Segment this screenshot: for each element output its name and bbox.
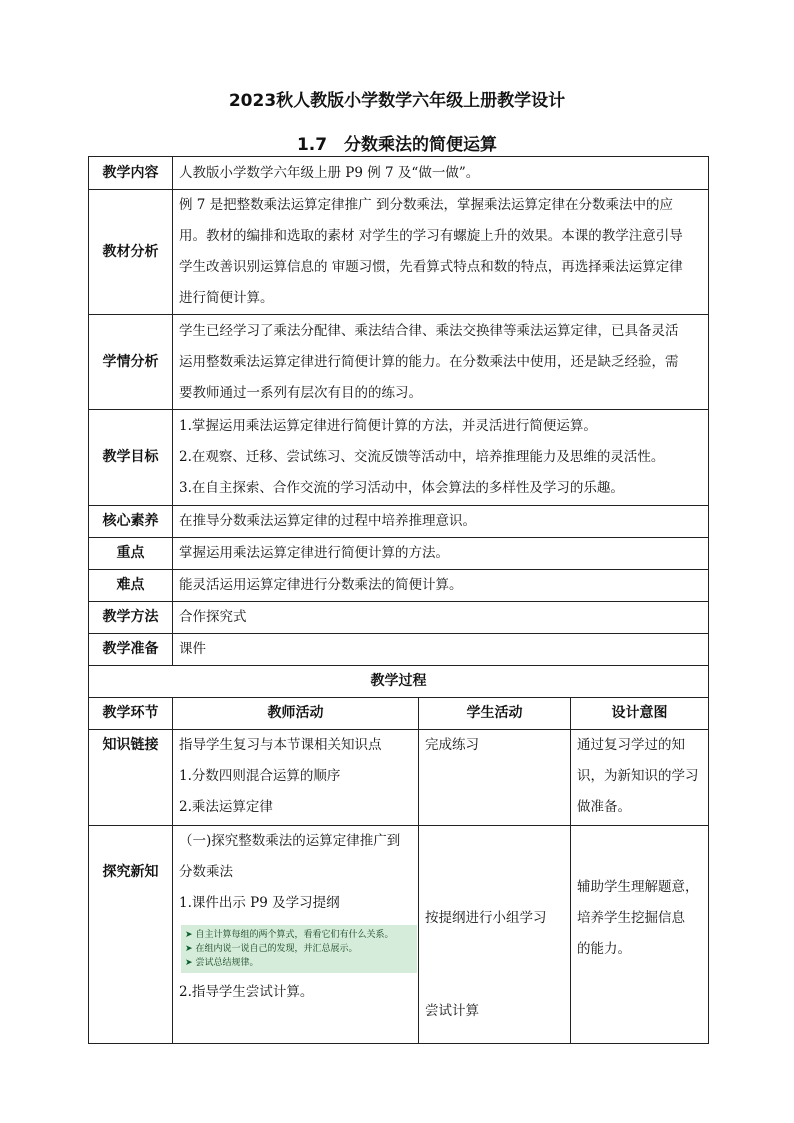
row-students xyxy=(89,315,709,410)
column-header: 学生活动 xyxy=(419,698,571,730)
design-intent-link xyxy=(571,730,709,826)
value-students xyxy=(173,315,709,410)
row-material xyxy=(89,190,709,315)
arrow-icon: ➤ xyxy=(185,944,193,954)
row-core xyxy=(89,506,709,538)
label-difficult: 难点 xyxy=(89,570,173,602)
value-method: 合作探究式 xyxy=(173,602,709,634)
row-explore xyxy=(89,826,709,1044)
label-material: 教材分析 xyxy=(89,190,173,315)
students-line: 学生已经学习了乘法分配律、乘法结合律、乘法交换律等乘法运算定律，已具备灵活 xyxy=(179,322,679,339)
row-prep xyxy=(89,634,709,666)
row-method xyxy=(89,602,709,634)
value-content: 人教版小学数学六年级上册 P9 例 7 及“做一做”。 xyxy=(173,157,709,190)
column-header: 设计意图 xyxy=(571,698,709,730)
student-line: 尝试计算 xyxy=(425,1003,479,1019)
outline-item: ➤ 尝试总结规律。 xyxy=(185,958,259,968)
process-header: 教学过程 xyxy=(89,666,709,698)
lesson-plan-table xyxy=(88,156,709,1044)
student-line: 完成练习 xyxy=(425,737,479,753)
teacher-line: （一)探究整数乘法的运算定律推广到 xyxy=(179,833,401,849)
stage-explore: 探究新知 xyxy=(89,826,173,1044)
label-students: 学情分析 xyxy=(89,315,173,410)
row-knowledge-link xyxy=(89,730,709,826)
design-intent-explore xyxy=(571,826,709,1044)
row-key xyxy=(89,538,709,570)
intent-line: 辅助学生理解题意， xyxy=(577,879,699,895)
material-line: 例 7 是把整数乘法运算定律推广 到分数乘法，掌握乘法运算定律在分数乘法中的应 xyxy=(179,197,673,213)
row-difficult xyxy=(89,570,709,602)
student-line: 按提纲进行小组学习 xyxy=(425,910,547,926)
column-header: 教学环节 xyxy=(89,698,173,730)
goal-line: 3.在自主探索、合作交流的学习活动中，体会算法的多样性及学习的乐趣。 xyxy=(179,480,624,496)
teacher-line: 指导学生复习与本节课相关知识点 xyxy=(179,737,382,753)
row-content xyxy=(89,157,709,190)
material-line: 进行简便计算。 xyxy=(179,290,274,306)
stage-knowledge-link: 知识链接 xyxy=(89,730,173,826)
study-outline-image xyxy=(181,925,417,973)
goal-line: 1.掌握运用乘法运算定律进行简便计算的方法，并灵活进行简便运算。 xyxy=(179,418,597,434)
teacher-activity-link xyxy=(173,730,419,826)
teacher-line: 1.课件出示 P9 及学习提纲 xyxy=(179,895,340,911)
value-key: 掌握运用乘法运算定律进行简便计算的方法。 xyxy=(173,538,709,570)
value-core: 在推导分数乘法运算定律的过程中培养推理意识。 xyxy=(173,506,709,538)
label-prep: 教学准备 xyxy=(89,634,173,666)
label-core: 核心素养 xyxy=(89,506,173,538)
label-key: 重点 xyxy=(89,538,173,570)
label-goals: 教学目标 xyxy=(89,410,173,506)
arrow-icon: ➤ xyxy=(185,930,193,940)
value-prep: 课件 xyxy=(173,634,709,666)
label-content: 教学内容 xyxy=(89,157,173,190)
material-line: 学生改善识别运算信息的 审题习惯，先看算式特点和数的特点，再选择乘法运算定律 xyxy=(179,259,683,275)
value-difficult: 能灵活运用运算定律进行分数乘法的简便计算。 xyxy=(173,570,709,602)
teacher-line: 2.指导学生尝试计算。 xyxy=(179,984,314,1000)
column-header: 教师活动 xyxy=(173,698,419,730)
arrow-icon: ➤ xyxy=(185,958,193,968)
row-process-header xyxy=(89,666,709,698)
material-line: 用。教材的编排和选取的素材 对学生的学习有螺旋上升的效果。本课的教学注意引导 xyxy=(179,228,683,244)
row-column-headers xyxy=(89,698,709,730)
document-title: 2023秋人教版小学数学六年级上册教学设计 xyxy=(228,91,566,111)
intent-line: 识，为新知识的学习 xyxy=(577,768,699,784)
lesson-title: 1.7 分数乘法的简便运算 xyxy=(296,135,498,155)
teacher-activity-explore xyxy=(173,826,419,1044)
outline-item: ➤ 自主计算每组的两个算式，看看它们有什么关系。 xyxy=(185,930,394,940)
row-goals xyxy=(89,410,709,506)
student-activity-link xyxy=(419,730,571,826)
intent-line: 培养学生挖掘信息 xyxy=(577,910,685,926)
goal-line: 2.在观察、迁移、尝试练习、交流反馈等活动中，培养推理能力及思维的灵活性。 xyxy=(179,449,665,465)
intent-line: 做准备。 xyxy=(577,799,631,815)
students-line: 要教师通过一系列有层次有目的的练习。 xyxy=(179,384,422,401)
outline-item: ➤ 在组内说一说自己的发现，并汇总展示。 xyxy=(185,944,358,954)
teacher-line: 1.分数四则混合运算的顺序 xyxy=(179,768,341,784)
value-goals xyxy=(173,410,709,506)
student-activity-explore xyxy=(419,826,571,1044)
value-material xyxy=(173,190,709,315)
intent-line: 的能力。 xyxy=(577,941,631,957)
teacher-line: 分数乘法 xyxy=(179,864,233,880)
label-method: 教学方法 xyxy=(89,602,173,634)
students-line: 运用整数乘法运算定律进行简便计算的能力。在分数乘法中使用，还是缺乏经验，需 xyxy=(179,353,679,370)
intent-line: 通过复习学过的知 xyxy=(577,737,685,753)
teacher-line: 2.乘法运算定律 xyxy=(179,799,273,815)
